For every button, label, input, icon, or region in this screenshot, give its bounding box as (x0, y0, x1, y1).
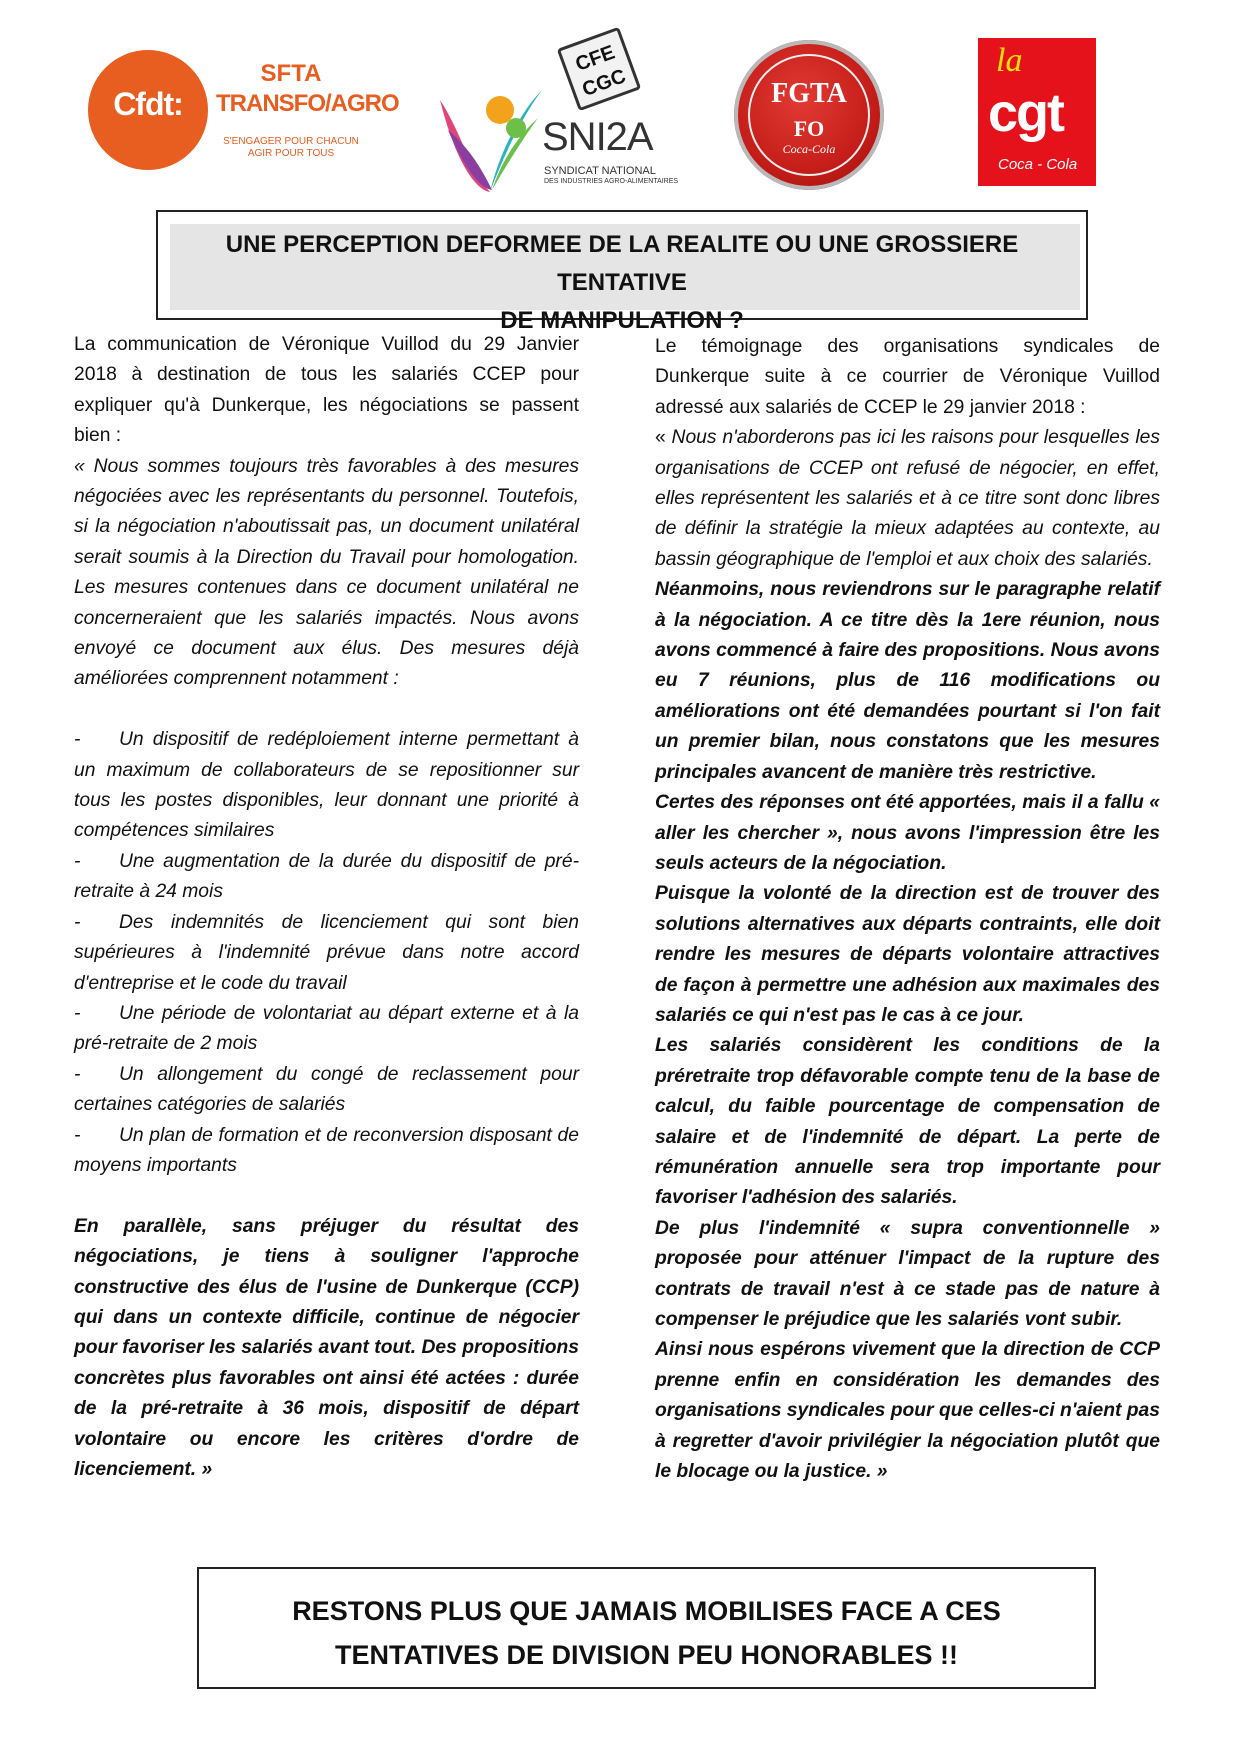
title-line-2: DE MANIPULATION ? (500, 307, 744, 334)
left-list-item: - Une augmentation de la durée du dispositif de pré-retraite à 24 mois (74, 850, 579, 903)
left-quote: « Nous sommes toujours très favorables à des mesures négociées avec les représentants du personnel. Toutefois, si la négociation n'aboutissait pas, un document unilatéral serait soumis à la Direction du Travail pour homologation. Les mesures contenues dans ce document unilatéral ne concerneraient que les salariés impactés. Nous avons envoyé ce document aux élus. Des mesures déjà améliorées comprennent notamment : (74, 455, 579, 690)
left-list-item-text: Une augmentation de la durée du dispositif de pré-retraite à 24 mois (74, 850, 579, 903)
left-list-item: - Un allongement du congé de reclassement pour certaines catégories de salariés (74, 1063, 579, 1116)
transfo-agro-label: TRANSFO/AGRO (216, 90, 399, 117)
cfe-cgc-sni2a-logo (430, 30, 680, 205)
title-line-1: UNE PERCEPTION DEFORMEE DE LA REALITE OU UNE GROSSIERE TENTATIVE (225, 231, 1019, 296)
left-list-item-text: Un allongement du congé de reclassement pour certaines catégories de salariés (74, 1063, 579, 1116)
cgt-logo (978, 38, 1096, 186)
spacer (74, 695, 579, 725)
left-list-item-text: Une période de volontariat au départ externe et à la pré-retraite de 2 mois (74, 1002, 579, 1055)
left-closing: En parallèle, sans préjuger du résultat des négociations, je tiens à souligner l'approche constructive des élus de l'usine de Dunkerque (CCP) qui dans un contexte difficile, continue de négocier pour favoriser les salariés avant tout. Des propositions concrètes plus favorables ont ainsi été actées : durée de la pré-retraite à 36 mois, dispositif de départ volontaire ou encore les critères d'ordre de licenciement. » (74, 1215, 579, 1480)
right-paragraph-5: De plus l'indemnité « supra conventionnelle » proposée pour atténuer l'impact de la rupture des contrats de travail n'est à ce stade pas de nature à compenser le préjudice que les salariés vont subir. (655, 1217, 1160, 1330)
left-list-item-text: Des indemnités de licenciement qui sont bien supérieures à l'indemnité prévue dans notre accord d'entreprise et le code du travail (74, 911, 579, 994)
left-list-item-text: Un dispositif de redéploiement interne permettant à un maximum de collaborateurs de se repositionner sur tous les postes disponibles, leur donnant une priorité à compétences similaires (74, 729, 579, 842)
cfdt-tagline-2: AGIR POUR TOUS (247, 148, 335, 159)
cfe-cgc-badge (557, 27, 642, 112)
right-column (655, 332, 1160, 1487)
fgta-fo-logo (734, 40, 884, 190)
right-paragraph-6: Ainsi nous espérons vivement que la direction de CCP prenne enfin en considération les demandes des organisations syndicales pour que celles-ci n'aient pas à regretter d'avoir privilégier la négociation plutôt que le blocage ou la justice. » (655, 1339, 1160, 1483)
logo-row (0, 30, 1241, 205)
spacer (74, 1181, 579, 1211)
bottom-banner (197, 1567, 1096, 1689)
page-title (158, 226, 1086, 340)
sni2a-subtitle-2: DES INDUSTRIES AGRO-ALIMENTAIRES (544, 178, 679, 185)
left-column (74, 330, 579, 1485)
fgta-label: FGTA (771, 78, 847, 109)
cgt-name: cgt (988, 83, 1063, 143)
cfdt-tagline-1: S'ENGAGER POUR CHACUN (223, 136, 359, 147)
sfta-label: SFTA (260, 60, 322, 87)
cfe-badge-line2: CGC (579, 65, 629, 102)
cfdt-logo (88, 48, 399, 178)
sni2a-subtitle: SYNDICAT NATIONAL (544, 165, 656, 177)
left-list-item: - Un dispositif de redéploiement interne permettant à un maximum de collaborateurs de se repositionner sur tous les postes disponibles, leur donnant une priorité à compétences similaires (74, 729, 579, 842)
cgt-subtitle: Coca - Cola (998, 156, 1078, 173)
sni2a-v-swoosh-icon (430, 70, 550, 200)
banner-line-2: TENTATIVES DE DIVISION PEU HONORABLES !! (334, 1640, 959, 1670)
right-intro: Le témoignage des organisations syndicales de Dunkerque suite à ce courrier de Véronique Vuillod adressé aux salariés de CCEP le 29 janvier 2018 : (655, 336, 1160, 418)
sni2a-name: SNI2A (542, 115, 653, 159)
coca-cola-script: Coca-Cola (782, 142, 836, 156)
left-list-item: - Un plan de formation et de reconversion disposant de moyens importants (74, 1124, 579, 1176)
right-paragraph-2: Certes des réponses ont été apportées, mais il a fallu « aller les chercher », nous avons l'impression être les seuls acteurs de la négociation. (655, 792, 1160, 874)
left-intro: La communication de Véronique Vuillod du 29 Janvier 2018 à destination de tous les salariés CCEP pour expliquer qu'à Dunkerque, les négociations se passent bien : (74, 334, 579, 447)
banner-line-1: RESTONS PLUS QUE JAMAIS MOBILISES FACE A CES (292, 1596, 1001, 1626)
left-list-item: - Des indemnités de licenciement qui sont bien supérieures à l'indemnité prévue dans notre accord d'entreprise et le code du travail (74, 911, 579, 994)
cfdt-tagline (216, 136, 366, 160)
cgt-la-label: la (996, 42, 1023, 79)
cfe-badge-line1: CFE (572, 41, 618, 76)
cfdt-logo-name: Cfdt: (113, 86, 183, 122)
bottle-cap-ring (748, 54, 870, 176)
banner-text (199, 1589, 1094, 1677)
right-quote-paragraph (655, 423, 1160, 575)
right-paragraph-3: Puisque la volonté de la direction est de trouver des solutions alternatives aux départs contraints, elle doit rendre les mesures de départs volontaire attractives de façon à permettre une adhésion aux maximales des salariés ce qui n'est pas le cas à ce jour. (655, 883, 1160, 1026)
quote-open-mark: « (655, 427, 672, 449)
title-box (156, 210, 1088, 334)
fo-label: FO (793, 116, 825, 141)
left-list-item-text: Un plan de formation et de reconversion disposant de moyens importants (74, 1124, 579, 1176)
right-quote: Nous n'aborderons pas ici les raisons pour lesquelles les organisations de CCEP ont refusé de négocier, en effet, elles représentent les salariés et à ce titre sont donc libres de définir la stratégie la mieux adaptées au contexte, au bassin géographique de l'emploi et aux choix des salariés. (655, 427, 1160, 570)
left-list-item: - Une période de volontariat au départ externe et à la pré-retraite de 2 mois (74, 1002, 579, 1055)
right-paragraph-1: Néanmoins, nous reviendrons sur le paragraphe relatif à la négociation. A ce titre dès la 1ere réunion, nous avons commencé à faire des propositions. Nous avons eu 7 réunions, plus de 116 modifications ou améliorations ont été demandées pourtant si l'on fait un premier bilan, nous constatons que les mesures principales avancent de manière très restrictive. (655, 579, 1160, 783)
right-paragraph-4: Les salariés considèrent les conditions de la préretraite trop défavorable compte tenu de la base de calcul, du faible pourcentage de compensation de salaire et de l'indemnité de départ. La perte de rémunération annuelle sera trop importante pour favoriser l'adhésion des salariés. (655, 1035, 1160, 1209)
